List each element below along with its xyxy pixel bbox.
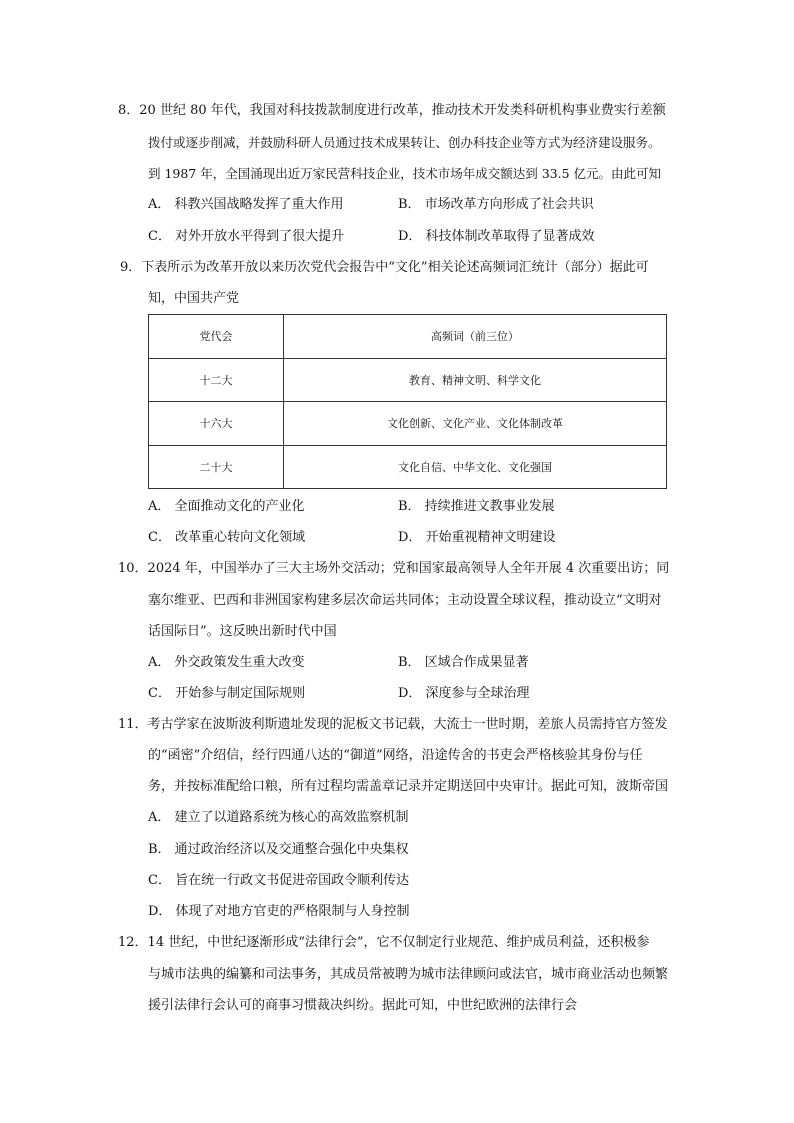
question-8-line-2: 拨付或逐步削减，并鼓励科研人员通过技术成果转让、创办科技企业等方式为经济建设服务。 [148, 135, 661, 150]
table-header-row [149, 315, 667, 359]
table-cell: 十六大 [149, 402, 284, 446]
option-10-d: D． 深度参与全球治理 [398, 686, 530, 701]
option-11-c: C． 旨在统一行政文书促进帝国政令顺利传达 [148, 873, 410, 888]
question-11-line-1: 11．考古学家在波斯波利斯遗址发现的泥板文书记载，大流士一世时期，差旅人员需持官方签发 [118, 717, 668, 732]
option-8-d: D． 科技体制改革取得了显著成效 [398, 229, 595, 244]
option-11-b: B． 通过政治经济以及交通整合强化中央集权 [148, 842, 409, 857]
option-8-a: A． 科教兴国战略发挥了重大作用 [148, 197, 344, 212]
question-8-line-1: 8．20 世纪 80 年代，我国对科技拨款制度进行改革，推动技术开发类科研机构事业费实行差额 [118, 103, 666, 118]
option-10-a: A． 外交政策发生重大改变 [148, 655, 305, 670]
table-row [149, 402, 667, 446]
question-12-line-3: 援引法律行会认可的商事习惯裁决纠纷。据此可知，中世纪欧洲的法律行会 [148, 998, 578, 1013]
question-8-line-3: 到 1987 年，全国涌现出近万家民营科技企业，技术市场年成交额达到 33.5 亿元。由此可知 [148, 166, 662, 181]
question-9-line-1: 9．下表所示为改革开放以来历次党代会报告中“文化”相关论述高频词汇统计（部分）据此可 [120, 260, 649, 275]
option-9-a: A． 全面推动文化的产业化 [148, 499, 305, 514]
table-cell: 教育、精神文明、科学文化 [284, 358, 667, 402]
question-12-line-2: 与城市法典的编纂和司法事务，其成员常被聘为城市法律顾问或法官，城市商业活动也频繁 [148, 967, 669, 982]
table-header-cell: 高频词（前三位） [284, 315, 667, 359]
table-cell: 十二大 [149, 358, 284, 402]
table-row [149, 358, 667, 402]
option-9-b: B． 持续推进文教事业发展 [398, 499, 555, 514]
party-congress-table [148, 314, 667, 489]
option-11-a: A． 建立了以道路系统为核心的高效监察机制 [148, 810, 409, 825]
table-cell: 文化自信、中华文化、文化强国 [284, 445, 667, 489]
option-8-b: B． 市场改革方向形成了社会共识 [398, 197, 594, 212]
option-11-d: D． 体现了对地方官吏的严格限制与人身控制 [148, 904, 410, 919]
option-9-d: D． 开始重视精神文明建设 [398, 530, 556, 545]
option-9-c: C． 改革重心转向文化领域 [148, 530, 306, 545]
option-10-b: B． 区域合作成果显著 [398, 655, 529, 670]
option-8-c: C． 对外开放水平得到了很大提升 [148, 229, 345, 244]
option-10-c: C． 开始参与制定国际规则 [148, 686, 306, 701]
question-11-line-2: 的“函密”介绍信，经行四通八达的“御道”网络，沿途传舍的书吏会严格核验其身份与任 [148, 748, 643, 763]
question-10-line-2: 塞尔维亚、巴西和非洲国家构建多层次命运共同体；主动设置全球议程，推动设立“文明对 [148, 593, 662, 608]
question-10-line-3: 话国际日”。这反映出新时代中国 [148, 624, 337, 639]
question-12-line-1: 12．14 世纪，中世纪逐渐形成“法律行会”，它不仅制定行业规范、维护成员利益，还积极参 [118, 935, 650, 950]
table-cell: 文化创新、文化产业、文化体制改革 [284, 402, 667, 446]
question-9-line-2: 知，中国共产党 [148, 291, 240, 306]
table-cell: 二十大 [149, 445, 284, 489]
table-header-cell: 党代会 [149, 315, 284, 359]
table-row [149, 445, 667, 489]
question-11-line-3: 务，并按标准配给口粮，所有过程均需盖章记录并定期送回中央审计。据此可知，波斯帝国 [148, 779, 669, 794]
question-10-line-1: 10．2024 年，中国举办了三大主场外交活动；党和国家最高领导人全年开展 4 次重要出访；同 [118, 561, 670, 576]
